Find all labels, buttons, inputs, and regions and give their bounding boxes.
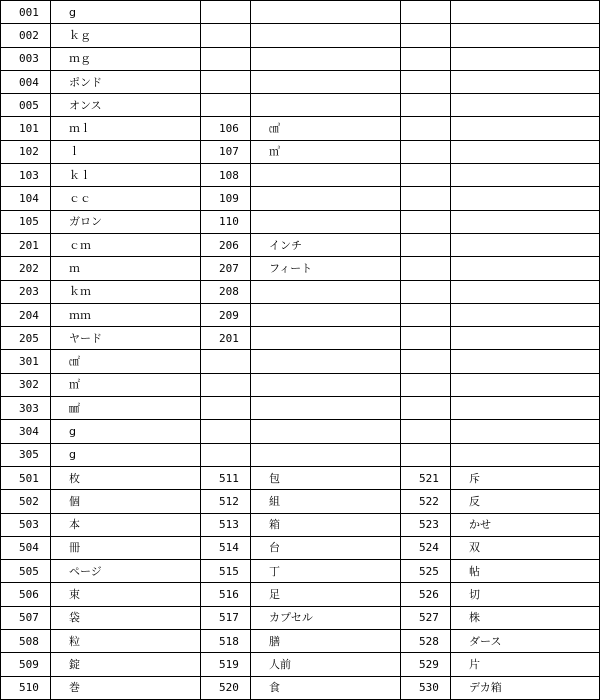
unit-code-cell	[401, 303, 451, 326]
unit-code-cell: 004	[1, 70, 51, 93]
unit-code-cell: 518	[201, 630, 251, 653]
unit-code-cell: 520	[201, 676, 251, 699]
unit-name-cell: 枚	[51, 466, 201, 489]
table-row	[1, 630, 600, 653]
table-row	[1, 397, 600, 420]
unit-code-cell: 529	[401, 653, 451, 676]
unit-code-cell: 102	[1, 140, 51, 163]
table-row	[1, 466, 600, 489]
unit-code-cell	[401, 47, 451, 70]
unit-name-cell	[251, 397, 401, 420]
unit-code-cell: 502	[1, 490, 51, 513]
unit-name-cell: ㎤	[251, 117, 401, 140]
unit-code-cell: 530	[401, 676, 451, 699]
unit-name-cell: g	[51, 443, 201, 466]
table-row	[1, 94, 600, 117]
unit-name-cell: 本	[51, 513, 201, 536]
table-row	[1, 233, 600, 256]
unit-code-cell: 504	[1, 536, 51, 559]
unit-code-cell: 305	[1, 443, 51, 466]
unit-code-cell: 208	[201, 280, 251, 303]
unit-name-cell: 束	[51, 583, 201, 606]
table-row	[1, 47, 600, 70]
unit-code-cell	[401, 443, 451, 466]
unit-code-cell	[201, 443, 251, 466]
unit-name-cell	[451, 164, 600, 187]
unit-name-cell	[451, 117, 600, 140]
unit-code-cell: 205	[1, 327, 51, 350]
unit-code-cell: 207	[201, 257, 251, 280]
table-row	[1, 443, 600, 466]
unit-name-cell: デカ箱	[451, 676, 600, 699]
table-row	[1, 653, 600, 676]
table-row	[1, 303, 600, 326]
unit-name-cell: 双	[451, 536, 600, 559]
unit-name-cell: 食	[251, 676, 401, 699]
unit-name-cell: ダース	[451, 630, 600, 653]
unit-code-cell: 201	[201, 327, 251, 350]
unit-code-cell	[401, 140, 451, 163]
unit-code-cell	[401, 210, 451, 233]
unit-name-cell: ｌ	[51, 140, 201, 163]
unit-code-cell: 204	[1, 303, 51, 326]
unit-code-cell: 107	[201, 140, 251, 163]
table-row	[1, 24, 600, 47]
table-row	[1, 536, 600, 559]
unit-name-cell: ㎥	[251, 140, 401, 163]
unit-code-cell: 516	[201, 583, 251, 606]
unit-name-cell	[451, 210, 600, 233]
unit-name-cell	[251, 94, 401, 117]
unit-code-cell: 109	[201, 187, 251, 210]
table-row	[1, 513, 600, 536]
unit-name-cell: ページ	[51, 560, 201, 583]
unit-name-cell: g	[51, 420, 201, 443]
unit-name-cell: オンス	[51, 94, 201, 117]
unit-code-cell	[401, 327, 451, 350]
unit-code-cell	[401, 1, 451, 24]
unit-name-cell	[251, 443, 401, 466]
table-row	[1, 420, 600, 443]
table-row	[1, 210, 600, 233]
unit-code-cell: 525	[401, 560, 451, 583]
unit-code-cell	[401, 373, 451, 396]
table-row	[1, 280, 600, 303]
unit-name-cell	[451, 233, 600, 256]
unit-name-cell	[251, 70, 401, 93]
unit-code-cell: 508	[1, 630, 51, 653]
unit-name-cell: ｍｌ	[51, 117, 201, 140]
unit-code-table-body	[1, 1, 600, 700]
unit-code-cell: 506	[1, 583, 51, 606]
unit-code-cell: 507	[1, 606, 51, 629]
unit-code-cell: 503	[1, 513, 51, 536]
unit-code-cell: 001	[1, 1, 51, 24]
unit-name-cell: 包	[251, 466, 401, 489]
unit-name-cell: ｃｃ	[51, 187, 201, 210]
table-row	[1, 560, 600, 583]
unit-code-cell: 511	[201, 466, 251, 489]
unit-name-cell: 冊	[51, 536, 201, 559]
unit-name-cell	[451, 420, 600, 443]
unit-name-cell: かせ	[451, 513, 600, 536]
unit-name-cell	[251, 280, 401, 303]
unit-name-cell	[451, 443, 600, 466]
unit-name-cell	[451, 327, 600, 350]
unit-code-cell	[401, 94, 451, 117]
unit-name-cell: g	[51, 1, 201, 24]
unit-name-cell: 切	[451, 583, 600, 606]
unit-code-cell	[401, 397, 451, 420]
unit-code-cell: 521	[401, 466, 451, 489]
unit-code-cell: 526	[401, 583, 451, 606]
unit-code-cell	[201, 420, 251, 443]
unit-code-cell: 522	[401, 490, 451, 513]
unit-name-cell	[251, 210, 401, 233]
unit-code-cell: 103	[1, 164, 51, 187]
table-row	[1, 606, 600, 629]
unit-code-cell: 519	[201, 653, 251, 676]
unit-name-cell	[251, 24, 401, 47]
unit-code-cell	[401, 420, 451, 443]
unit-name-cell	[251, 1, 401, 24]
unit-code-cell: 501	[1, 466, 51, 489]
unit-code-cell: 002	[1, 24, 51, 47]
unit-code-cell: 108	[201, 164, 251, 187]
unit-name-cell	[251, 350, 401, 373]
unit-code-cell	[401, 350, 451, 373]
unit-code-cell	[201, 397, 251, 420]
unit-code-cell	[201, 350, 251, 373]
unit-code-cell: 523	[401, 513, 451, 536]
unit-code-cell	[401, 70, 451, 93]
unit-code-cell: 301	[1, 350, 51, 373]
unit-name-cell: ｃｍ	[51, 233, 201, 256]
unit-name-cell: ｍｇ	[51, 47, 201, 70]
unit-name-cell	[451, 94, 600, 117]
unit-name-cell: 錠	[51, 653, 201, 676]
unit-code-cell: 003	[1, 47, 51, 70]
unit-name-cell: フィート	[251, 257, 401, 280]
unit-name-cell: ㎡	[51, 373, 201, 396]
unit-name-cell	[451, 373, 600, 396]
unit-name-cell: 斥	[451, 466, 600, 489]
unit-name-cell: 片	[451, 653, 600, 676]
unit-name-cell: 丁	[251, 560, 401, 583]
unit-code-cell: 527	[401, 606, 451, 629]
unit-name-cell	[451, 350, 600, 373]
unit-code-cell: 509	[1, 653, 51, 676]
unit-name-cell: 袋	[51, 606, 201, 629]
unit-name-cell	[451, 1, 600, 24]
unit-name-cell: インチ	[251, 233, 401, 256]
unit-name-cell: ㎠	[51, 350, 201, 373]
unit-code-cell: 510	[1, 676, 51, 699]
unit-name-cell	[251, 373, 401, 396]
unit-code-cell: 302	[1, 373, 51, 396]
unit-name-cell: 足	[251, 583, 401, 606]
unit-code-cell: 202	[1, 257, 51, 280]
unit-code-cell: 201	[1, 233, 51, 256]
table-row	[1, 257, 600, 280]
table-row	[1, 164, 600, 187]
unit-name-cell: 箱	[251, 513, 401, 536]
unit-code-cell: 209	[201, 303, 251, 326]
unit-name-cell: カプセル	[251, 606, 401, 629]
unit-name-cell: 個	[51, 490, 201, 513]
table-row	[1, 350, 600, 373]
unit-code-cell	[401, 280, 451, 303]
table-row	[1, 140, 600, 163]
unit-name-cell: ｍ	[51, 257, 201, 280]
unit-code-cell	[201, 373, 251, 396]
unit-name-cell	[251, 187, 401, 210]
unit-code-cell: 513	[201, 513, 251, 536]
unit-code-cell	[201, 94, 251, 117]
unit-name-cell	[451, 70, 600, 93]
unit-code-cell	[201, 1, 251, 24]
unit-name-cell: 巻	[51, 676, 201, 699]
unit-code-cell: 514	[201, 536, 251, 559]
table-row	[1, 490, 600, 513]
unit-name-cell	[251, 303, 401, 326]
unit-code-cell	[201, 24, 251, 47]
table-row	[1, 327, 600, 350]
unit-name-cell	[251, 327, 401, 350]
unit-code-cell: 105	[1, 210, 51, 233]
unit-name-cell: 台	[251, 536, 401, 559]
unit-name-cell: 帖	[451, 560, 600, 583]
unit-code-cell	[401, 187, 451, 210]
table-row	[1, 373, 600, 396]
table-row	[1, 583, 600, 606]
unit-code-cell: 203	[1, 280, 51, 303]
unit-name-cell: ｋｍ	[51, 280, 201, 303]
unit-name-cell	[451, 257, 600, 280]
unit-code-cell	[401, 24, 451, 47]
unit-code-cell: 524	[401, 536, 451, 559]
unit-name-cell	[251, 420, 401, 443]
table-row	[1, 1, 600, 24]
unit-name-cell: 反	[451, 490, 600, 513]
unit-name-cell: 組	[251, 490, 401, 513]
unit-code-cell: 005	[1, 94, 51, 117]
unit-code-cell: 101	[1, 117, 51, 140]
unit-code-cell: 106	[201, 117, 251, 140]
unit-code-cell	[401, 164, 451, 187]
unit-name-cell	[251, 47, 401, 70]
unit-name-cell: ポンド	[51, 70, 201, 93]
table-row	[1, 117, 600, 140]
unit-name-cell	[451, 187, 600, 210]
unit-name-cell: ガロン	[51, 210, 201, 233]
unit-code-cell: 517	[201, 606, 251, 629]
unit-code-cell: 104	[1, 187, 51, 210]
unit-code-cell: 206	[201, 233, 251, 256]
unit-code-cell: 303	[1, 397, 51, 420]
unit-name-cell: 膳	[251, 630, 401, 653]
unit-code-cell: 512	[201, 490, 251, 513]
unit-name-cell	[451, 303, 600, 326]
unit-name-cell: 人前	[251, 653, 401, 676]
unit-code-cell: 505	[1, 560, 51, 583]
unit-name-cell: ヤード	[51, 327, 201, 350]
unit-name-cell	[451, 140, 600, 163]
unit-code-cell: 304	[1, 420, 51, 443]
unit-name-cell: 株	[451, 606, 600, 629]
table-row	[1, 70, 600, 93]
unit-code-cell	[201, 47, 251, 70]
unit-name-cell: ｍｍ	[51, 303, 201, 326]
table-row	[1, 187, 600, 210]
table-row	[1, 676, 600, 699]
unit-name-cell	[451, 280, 600, 303]
unit-name-cell	[251, 164, 401, 187]
unit-code-cell	[401, 117, 451, 140]
unit-code-cell	[401, 233, 451, 256]
unit-name-cell: 粒	[51, 630, 201, 653]
unit-name-cell: ｋｇ	[51, 24, 201, 47]
unit-name-cell: ㎟	[51, 397, 201, 420]
unit-name-cell	[451, 24, 600, 47]
unit-name-cell	[451, 47, 600, 70]
unit-code-cell: 110	[201, 210, 251, 233]
unit-name-cell	[451, 397, 600, 420]
unit-name-cell: ｋｌ	[51, 164, 201, 187]
unit-code-cell	[201, 70, 251, 93]
unit-code-cell	[401, 257, 451, 280]
unit-code-cell: 528	[401, 630, 451, 653]
unit-code-cell: 515	[201, 560, 251, 583]
